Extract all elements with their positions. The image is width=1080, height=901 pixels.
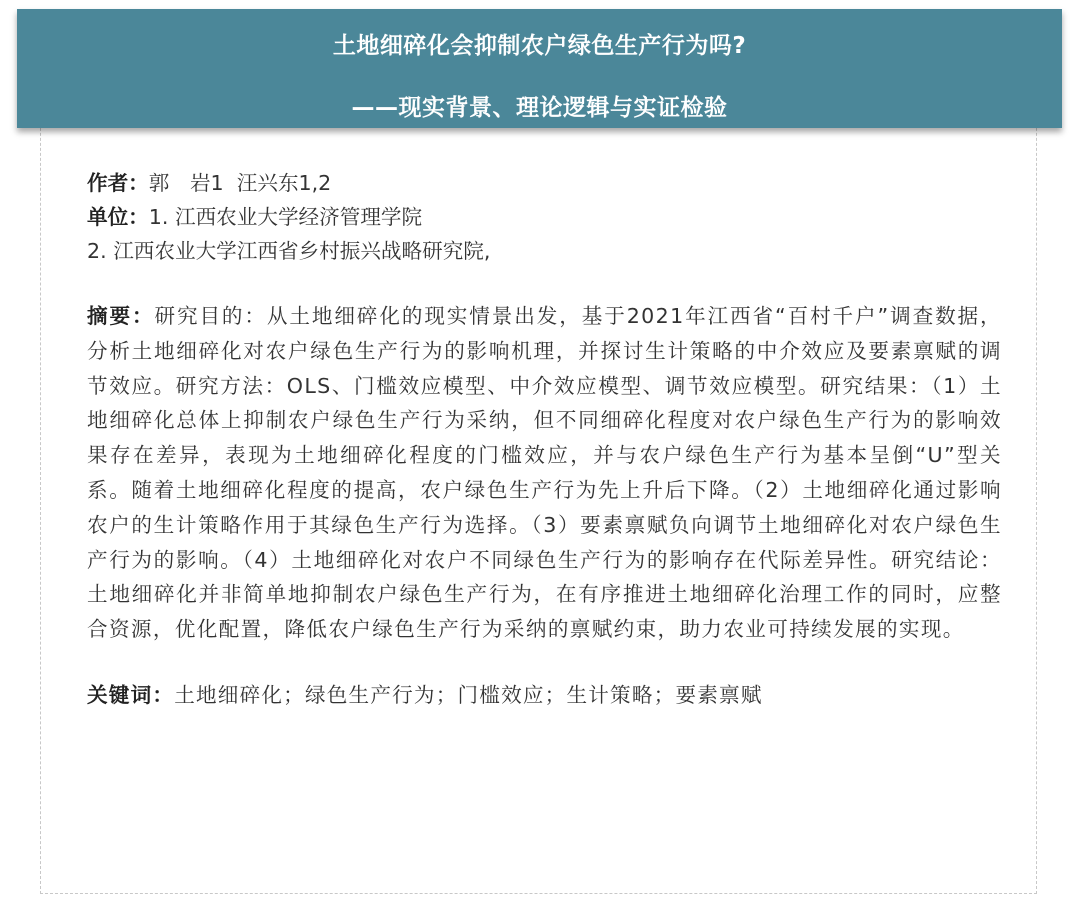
keywords-label: 关键词： xyxy=(87,682,175,707)
article-body xyxy=(87,166,1002,733)
affiliation-row xyxy=(87,200,1002,234)
abstract-paragraph xyxy=(87,299,1002,647)
affiliation-line-1: 1. 江西农业大学经济管理学院 xyxy=(148,205,423,229)
article-subtitle: ——现实背景、理论逻辑与实证检验 xyxy=(351,95,728,121)
title-banner xyxy=(17,9,1062,128)
affiliation-label: 单位： xyxy=(87,205,149,229)
abstract-label: 摘要： xyxy=(87,304,155,328)
authors-value: 郭 岩1 汪兴东1,2 xyxy=(148,171,332,195)
authors-label: 作者： xyxy=(87,171,149,195)
abstract-text: 研究目的：从土地细碎化的现实情景出发，基于2021年江西省“百村千户”调查数据，分析土地细碎化对农户绿色生产行为的影响机理，并探讨生计策略的中介效应及要素禀赋的调节效应。研究方法：OLS、门槛效应模型、中介效应模型、调节效应模型。研究结果：（1）土地细碎化总体上抑制农户绿色生产行为采纳，但不同细碎化程度对农户绿色生产行为的影响效果存在差异，表现为土地细碎化程度的门槛效应，并与农户绿色生产行为基本呈倒“U”型关系。随着土地细碎化程度的提高，农户绿色生产行为先上升后下降。（2）土地细碎化通过影响农户的生计策略作用于其绿色生产行为选择。（3）要素禀赋负向调节土地细碎化对农户绿色生产行为的影响。（4）土地细碎化对农户不同绿色生产行为的影响存在代际差异性。研究结论：土地细碎化并非简单地抑制农户绿色生产行为，在有序推进土地细碎化治理工作的同时，应整合资源，优化配置，降低农户绿色生产行为采纳的禀赋约束，助力农业可持续发展的实现。 xyxy=(87,304,1002,642)
authors-row xyxy=(87,166,1002,200)
affiliation-line-2: 2. 江西农业大学江西省乡村振兴战略研究院, xyxy=(87,239,491,263)
affiliation-row-2 xyxy=(87,234,1002,268)
article-title: 土地细碎化会抑制农户绿色生产行为吗? xyxy=(332,33,747,59)
keywords-row xyxy=(87,678,1002,712)
keywords-value: 土地细碎化；绿色生产行为；门槛效应；生计策略；要素禀赋 xyxy=(174,682,763,707)
